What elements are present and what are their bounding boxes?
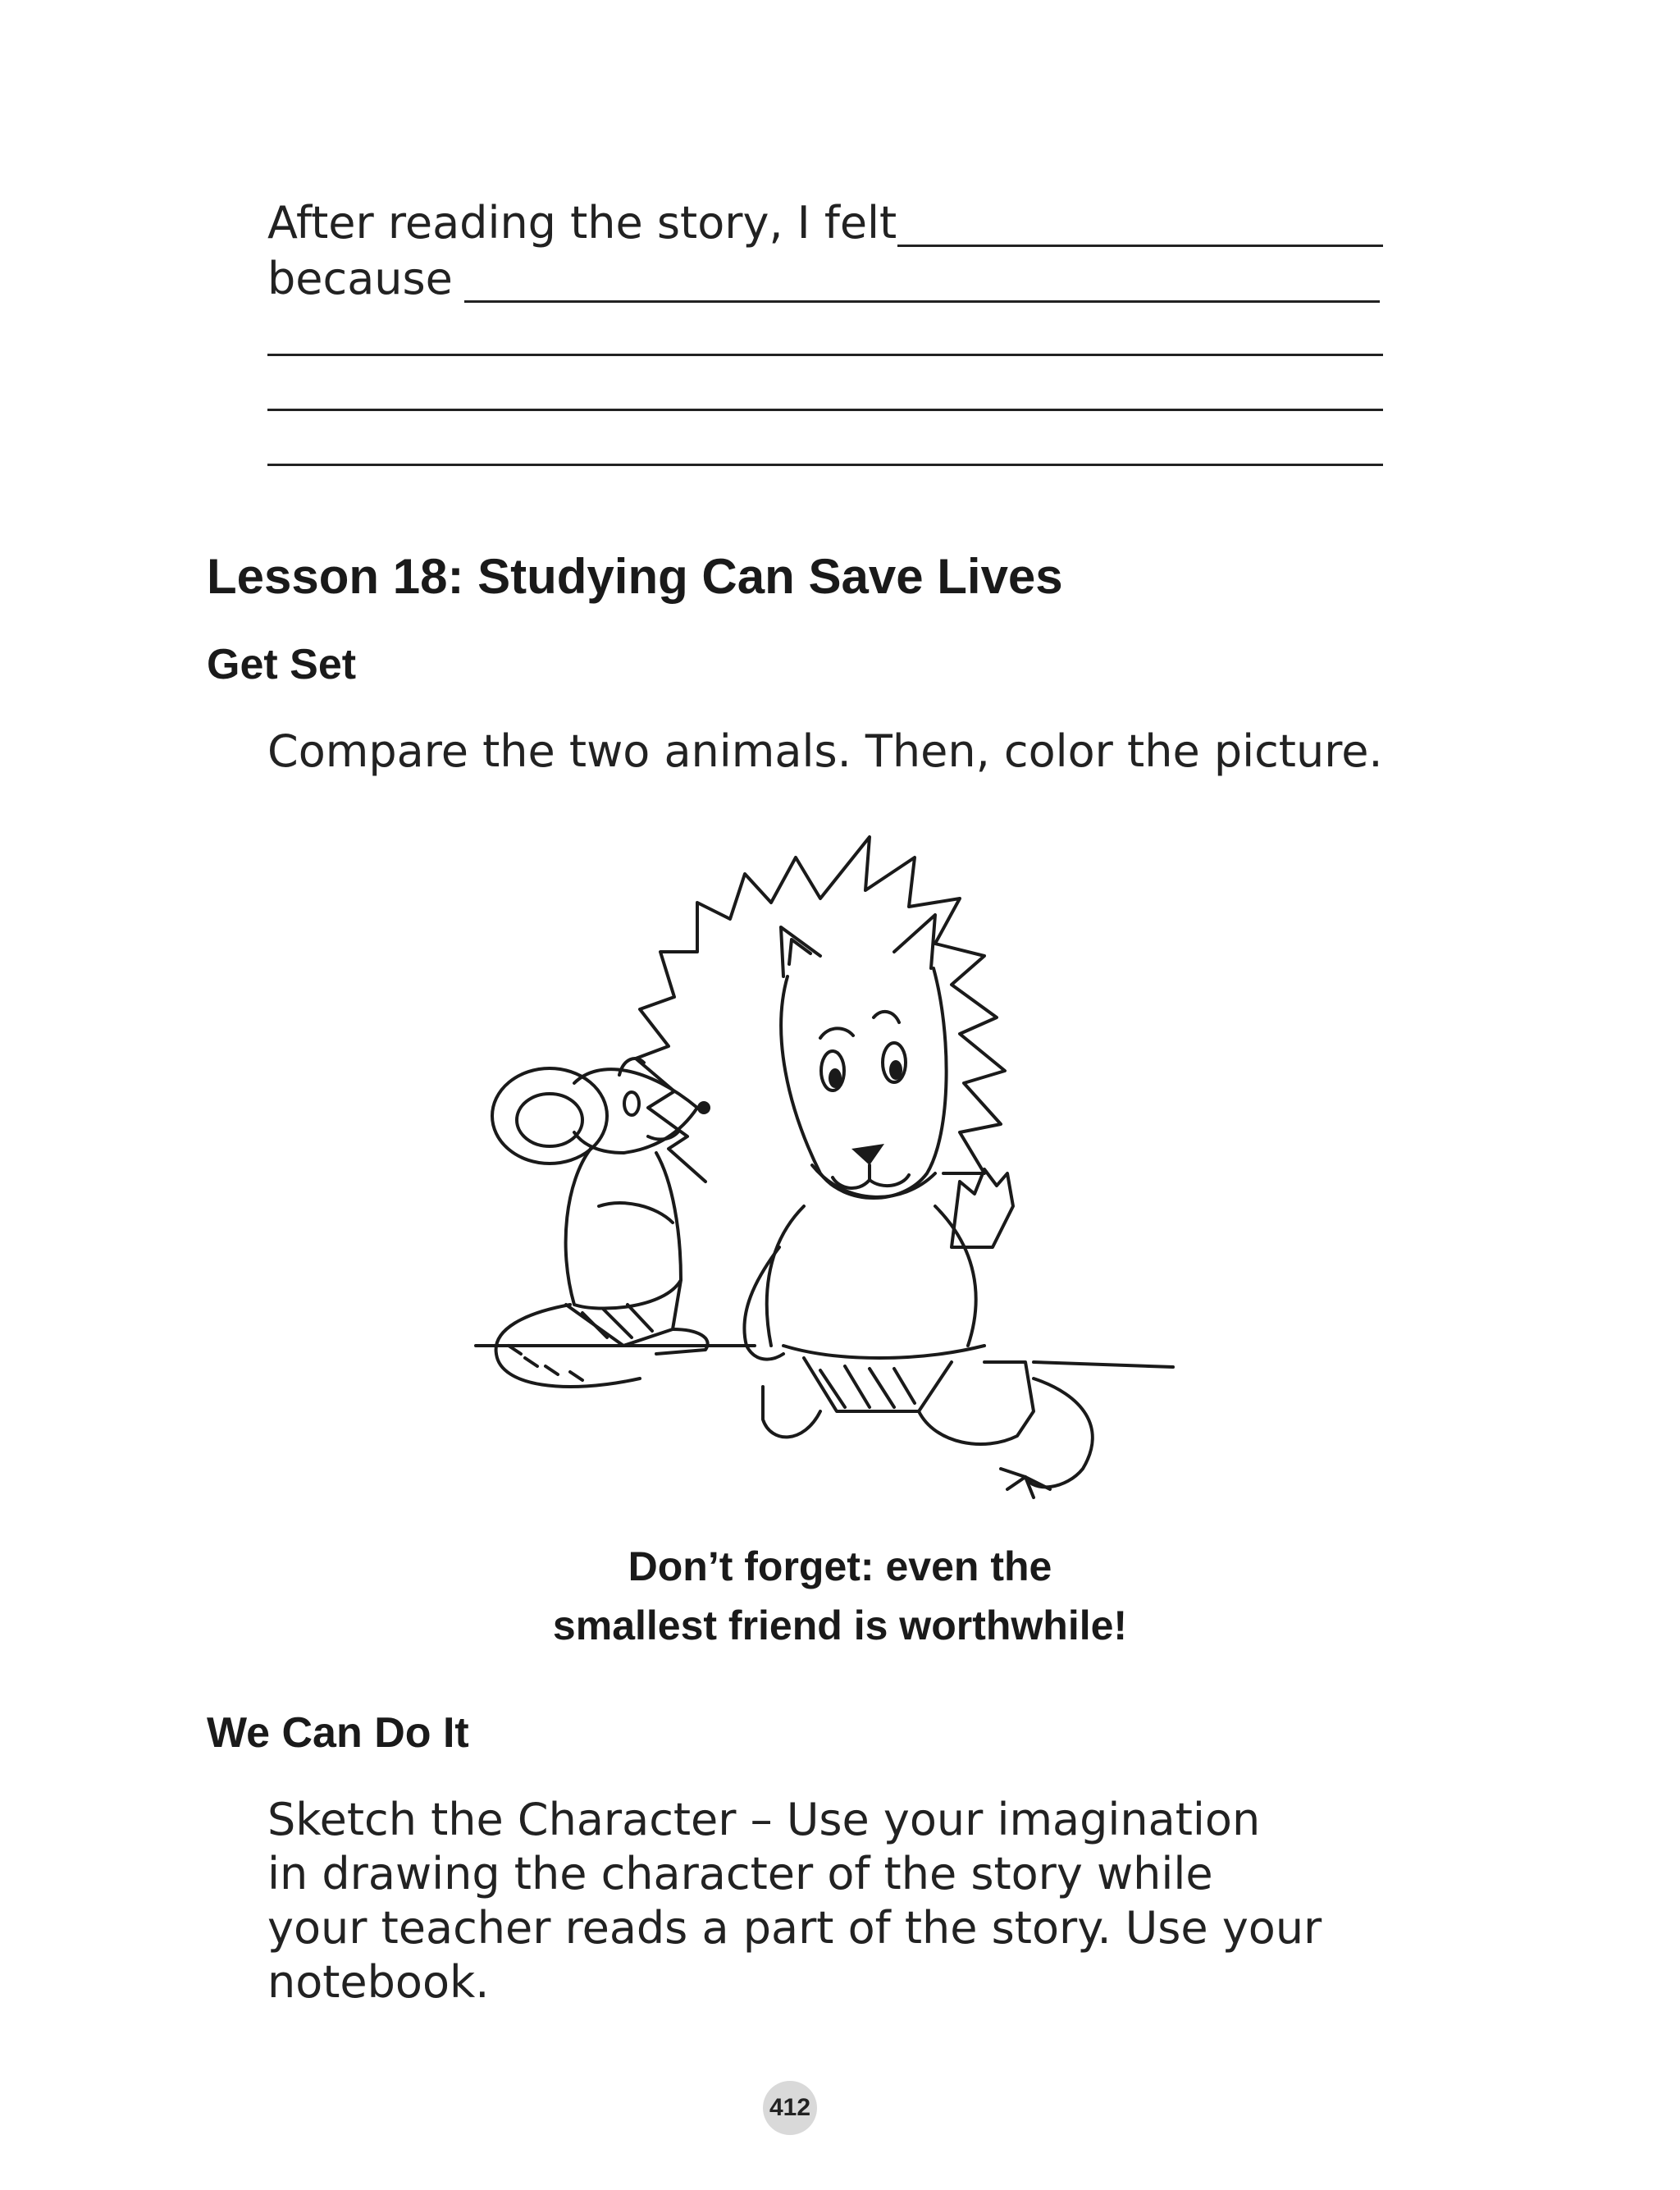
- we-can-do-it-heading: We Can Do It: [207, 1709, 469, 1757]
- felt-answer-line[interactable]: [897, 245, 1383, 247]
- writing-line-3[interactable]: [267, 464, 1383, 466]
- get-set-heading: Get Set: [207, 641, 357, 688]
- writing-line-2[interactable]: [267, 409, 1383, 411]
- because-prompt: because: [267, 253, 453, 304]
- reminder-line-2: smallest friend is worthwhile!: [552, 1602, 1128, 1648]
- lion-and-mouse-illustration[interactable]: [459, 821, 1198, 1510]
- felt-prompt: After reading the story, I felt: [267, 197, 897, 249]
- page-number: 412: [763, 2081, 817, 2135]
- lesson-title: Lesson 18: Studying Can Save Lives: [207, 549, 1063, 604]
- get-set-instruction: Compare the two animals. Then, color the picture.: [267, 725, 1383, 777]
- sketch-instruction-line-3: your teacher reads a part of the story. Use your: [267, 1902, 1322, 1954]
- because-answer-line[interactable]: [464, 300, 1380, 303]
- writing-line-1[interactable]: [267, 354, 1383, 356]
- sketch-instruction-line-2: in drawing the character of the story while: [267, 1848, 1213, 1900]
- reminder-line-1: Don’t forget: even the: [628, 1543, 1052, 1589]
- sketch-instruction-line-4: notebook.: [267, 1956, 490, 2008]
- sketch-instruction-line-1: Sketch the Character – Use your imagination: [267, 1794, 1261, 1845]
